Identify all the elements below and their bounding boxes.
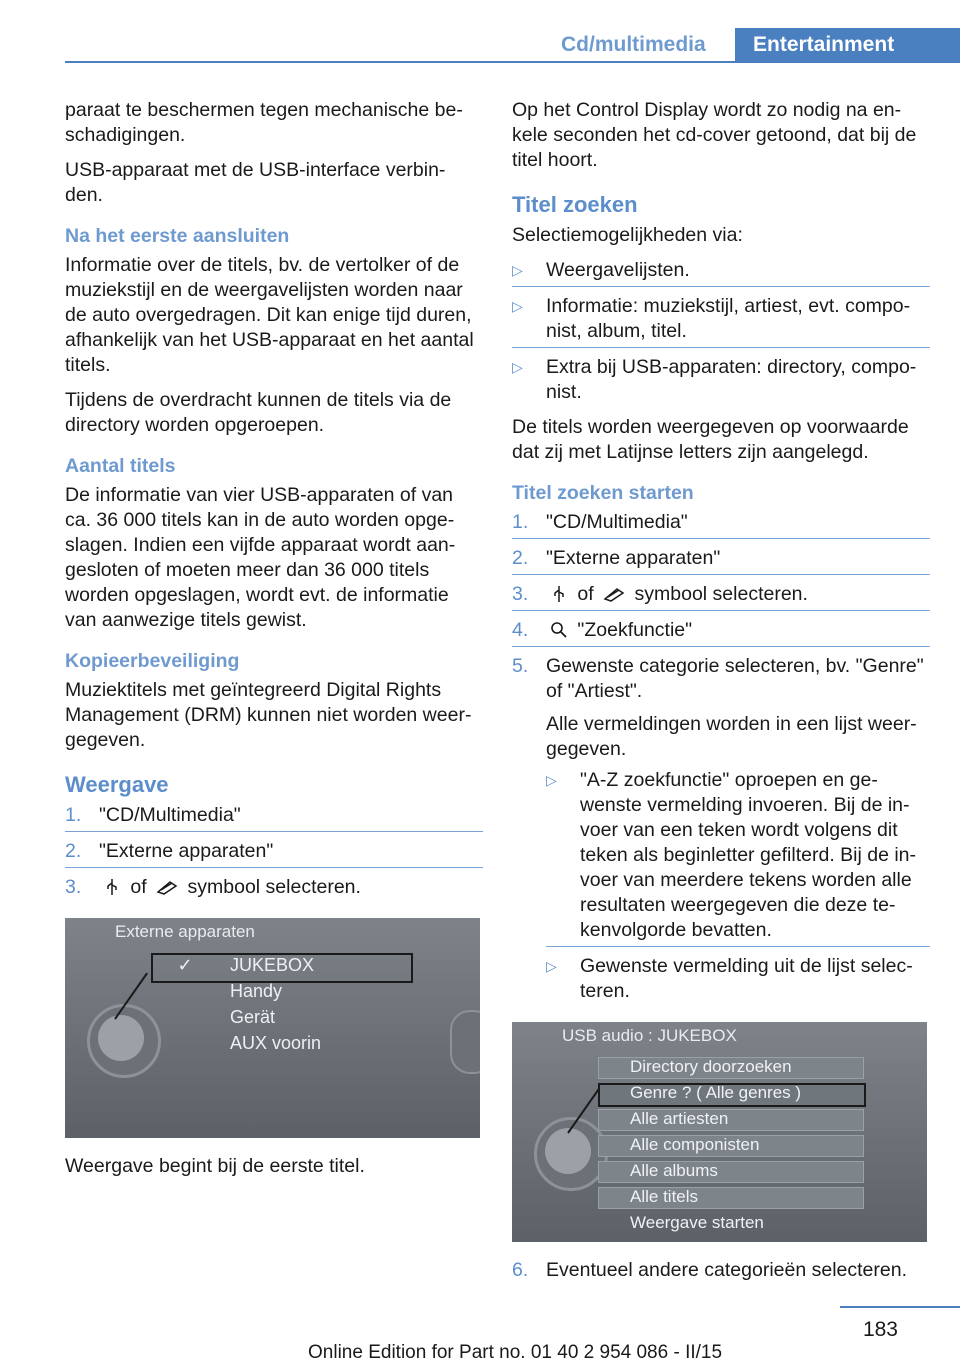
list-item [65, 803, 483, 828]
controller-knob-center [545, 1128, 591, 1174]
paragraph: Weergave begint bij de eerste titel. [65, 1155, 365, 1177]
screenshot-external-devices [65, 918, 480, 1138]
menu-item[interactable]: Alle artiesten [630, 1109, 729, 1128]
paragraph: Op het Control Display wordt zo nodig na en-kele seconden het cd-cover getoond, dat bij de titel hoort. [512, 99, 917, 171]
usb-icon [103, 878, 121, 896]
subheading-title-count: Aantal titels [65, 455, 176, 477]
step-note: Alle vermeldingen worden in een lijst weer-gegeven. [546, 713, 917, 760]
usb-icon: ✓ [177, 955, 193, 975]
section-heading-title-search: Titel zoeken [512, 192, 638, 217]
footer-rule [840, 1306, 960, 1308]
header-rule [65, 61, 960, 63]
menu-item[interactable]: Genre ? ( Alle genres ) [630, 1083, 802, 1102]
list-item [512, 1258, 930, 1283]
step-number: 5. [512, 655, 529, 677]
subheading-first-connect: Na het eerste aansluiten [65, 225, 290, 247]
menu-item[interactable]: JUKEBOX [230, 955, 315, 975]
step-text: "Externe apparaten" [546, 547, 721, 569]
screen-title: USB audio : JUKEBOX [562, 1026, 737, 1045]
mobile-phone-icon [603, 585, 625, 603]
divider [512, 347, 930, 348]
step-text: Eventueel andere categorieën selecteren. [546, 1259, 907, 1281]
divider [512, 610, 930, 611]
list-item [512, 654, 930, 1004]
menu-item[interactable]: Alle componisten [630, 1135, 760, 1154]
step-number: 3. [65, 876, 82, 898]
paragraph: De informatie van vier USB-apparaten of van ca. 36 000 titels kan in de auto worden opge-slagen. Indien een vijfde apparaat wordt aan-gesloten of moeten meer dan 36 000 titels worden opgeslagen, wordt evt. de informatie van aanwezige titels gewist. [65, 484, 456, 631]
edition-note: Online Edition for Part no. 01 40 2 954 086 - II/15 [308, 1342, 723, 1363]
divider [65, 831, 483, 832]
usb-icon [550, 585, 568, 603]
divider [512, 538, 930, 539]
subheading-copy-protection: Kopieerbeveiliging [65, 650, 240, 672]
step-or: of [577, 583, 594, 605]
menu-item[interactable]: Gerät [230, 1007, 276, 1027]
controller-knob-center [98, 1015, 144, 1061]
divider [65, 867, 483, 868]
screenshot-usb-audio [512, 1022, 927, 1242]
screen-title: Externe apparaten [115, 922, 255, 941]
playback-steps [65, 803, 483, 900]
menu-item[interactable]: Alle titels [630, 1187, 699, 1206]
menu-item[interactable]: Directory doorzoeken [630, 1057, 792, 1076]
step-number: 1. [65, 804, 82, 826]
step-number: 2. [65, 840, 82, 862]
side-control [450, 1010, 480, 1074]
step-number: 4. [512, 619, 529, 641]
step-number: 3. [512, 583, 529, 605]
divider [512, 574, 930, 575]
paragraph: De titels worden weergegeven op voorwaarde dat zij met Latijnse letters zijn aangelegd. [512, 416, 909, 463]
step-or: of [130, 876, 147, 898]
mobile-phone-icon [156, 878, 178, 896]
step-number: 6. [512, 1259, 529, 1281]
tab-cd-multimedia[interactable]: Cd/multimedia [543, 28, 724, 61]
list-item: ▷ Gewenste vermelding uit de lijst selec-teren. [546, 954, 930, 1004]
list-item [512, 618, 930, 643]
menu-item[interactable]: Weergave starten [630, 1213, 764, 1232]
paragraph: Selectiemogelijkheden via: [512, 224, 743, 246]
paragraph: Tijdens de overdracht kunnen de titels via de directory worden opgeroepen. [65, 389, 452, 436]
search-steps [512, 510, 930, 1004]
list-item [512, 546, 930, 571]
list-item: ▷ "A-Z zoekfunctie" oproepen en ge-wenste vermelding invoeren. Bij de in-voer van een teken wordt volgens dit teken als beginletter gefilterd. Bij de in-voer van meerdere tekens worden alle resultaten weergegeven die deze te-kenvolgorde bevatten. [546, 768, 930, 943]
list-item [512, 582, 930, 607]
step-text: symbool selecteren. [634, 583, 808, 605]
sub-options [546, 768, 930, 1004]
list-item: ▷ Informatie: muziekstijl, artiest, evt. compo-nist, album, titel. [512, 294, 930, 344]
divider [512, 286, 930, 287]
paragraph: Muziektitels met geïntegreerd Digital Rights Management (DRM) kunnen niet worden weer-gegeven. [65, 679, 472, 751]
list-item [512, 510, 930, 535]
page-header [65, 0, 960, 62]
subheading-start-search: Titel zoeken starten [512, 482, 694, 504]
menu-item[interactable]: AUX voorin [230, 1033, 322, 1053]
paragraph: paraat te beschermen tegen mechanische be-schadigingen. [65, 99, 463, 146]
paragraph: USB-apparaat met de USB-interface verbin-den. [65, 159, 446, 206]
menu-item[interactable]: Handy [230, 981, 283, 1001]
divider [512, 646, 930, 647]
step-text: "Zoekfunctie" [577, 619, 693, 641]
page-number: 183 [862, 1318, 898, 1341]
divider [546, 946, 930, 947]
step-text: "Externe apparaten" [99, 840, 274, 862]
list-item: ▷ Extra bij USB-apparaten: directory, compo-nist. [512, 355, 930, 405]
section-heading-playback: Weergave [65, 772, 169, 797]
paragraph: Informatie over de titels, bv. de vertolker of de muziekstijl en de weergavelijsten worden naar de auto overgedragen. Dit kan enige tijd duren, afhankelijk van het USB-apparaat en het aantal titels. [65, 254, 474, 376]
selection-options [512, 258, 930, 405]
search-steps-continued [512, 1258, 930, 1283]
step-number: 1. [512, 511, 529, 533]
list-item [65, 875, 483, 900]
right-column [512, 98, 930, 1293]
step-text: Gewenste categorie selecteren, bv. "Genre" of "Artiest". [546, 655, 924, 702]
step-number: 2. [512, 547, 529, 569]
tab-entertainment[interactable]: Entertainment [735, 28, 960, 61]
list-item [65, 839, 483, 864]
list-item: ▷ Weergavelijsten. [512, 258, 930, 283]
step-text: "CD/Multimedia" [546, 511, 688, 533]
menu-item[interactable]: Alle albums [630, 1161, 718, 1180]
step-text: "CD/Multimedia" [99, 804, 241, 826]
left-column [65, 98, 483, 1189]
search-icon [550, 621, 568, 639]
step-text: symbool selecteren. [187, 876, 361, 898]
